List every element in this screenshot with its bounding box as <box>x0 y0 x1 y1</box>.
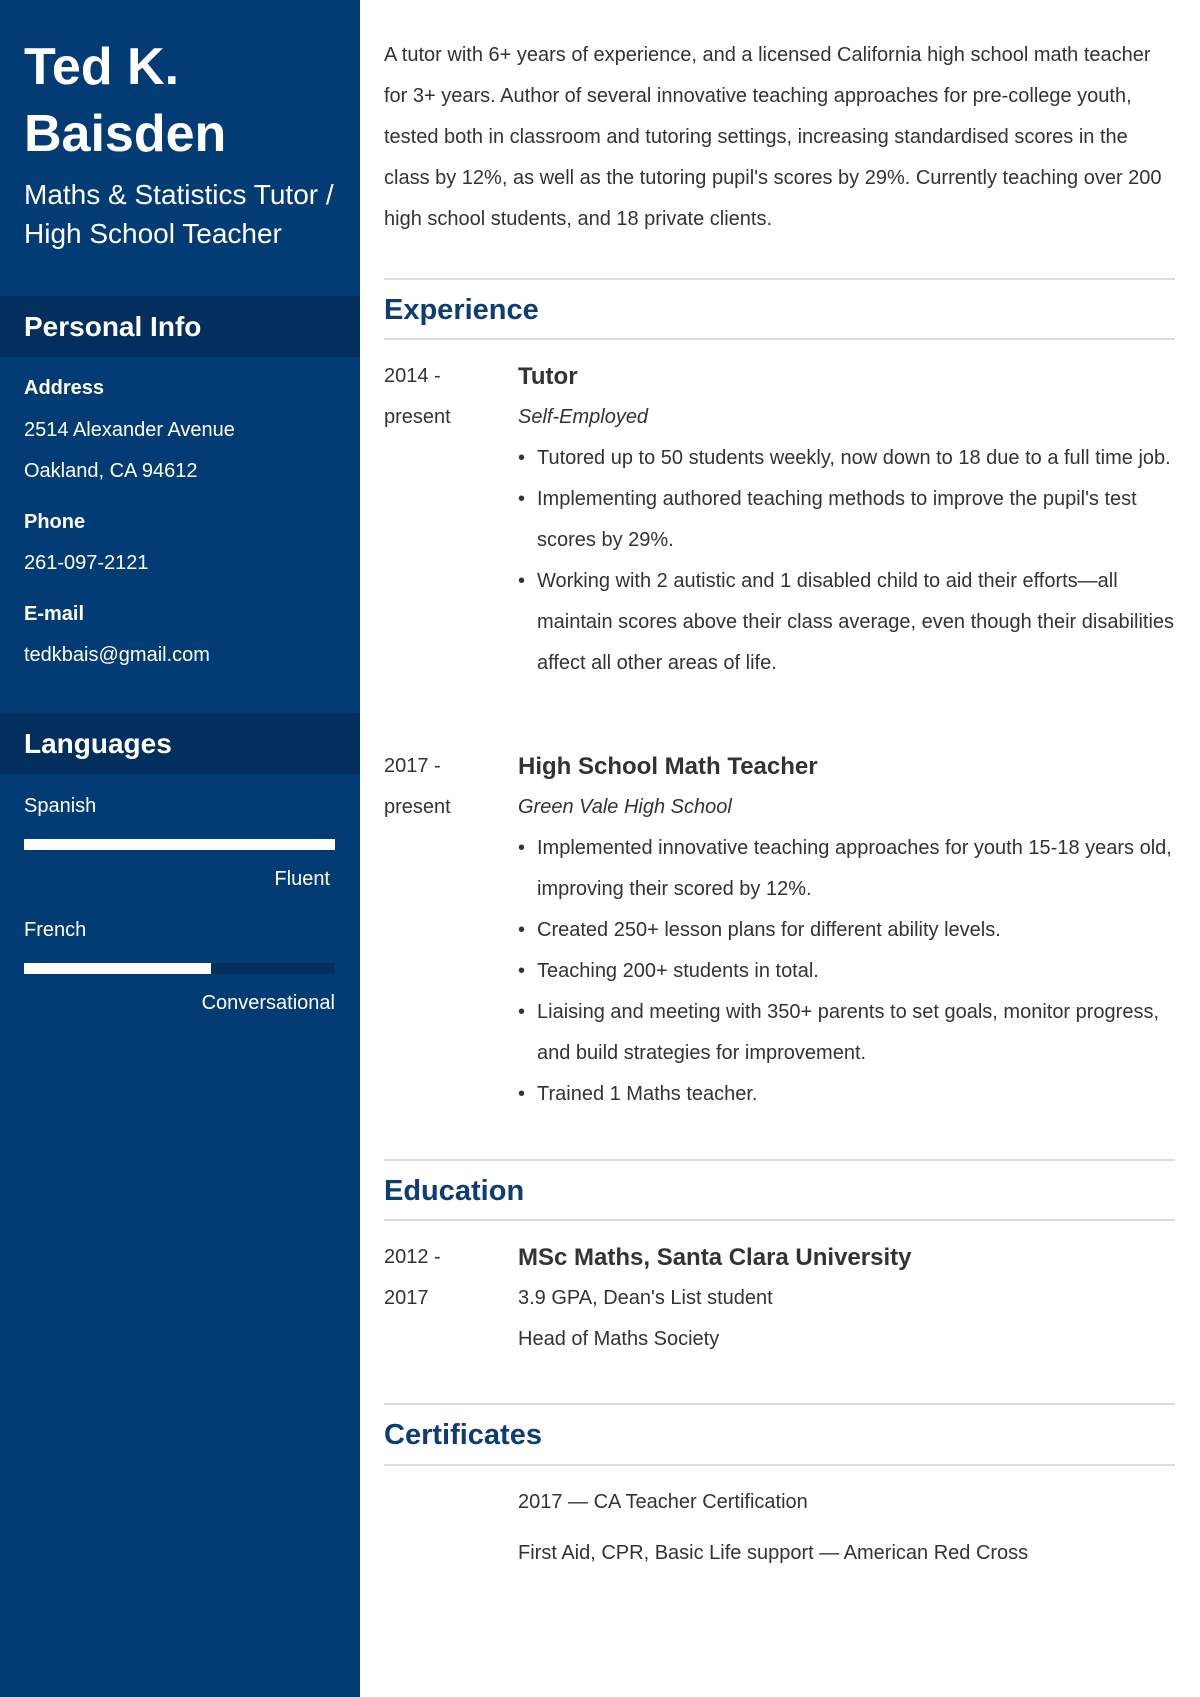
language-level: Fluent <box>274 868 330 890</box>
job-date: 2017 - present <box>384 755 451 818</box>
address-line2: Oakland, CA 94612 <box>24 460 198 482</box>
language-bar-fill <box>24 963 211 974</box>
job-bullet: • Implemented innovative teaching approaches for youth 15-18 years old, improving their scored by 12%. <box>518 828 1175 910</box>
job-bullet: • Trained 1 Maths teacher. <box>518 1074 1175 1115</box>
email-value: tedkbais@gmail.com <box>24 644 210 666</box>
language-bar <box>24 963 335 974</box>
phone-label: Phone <box>24 511 86 533</box>
summary: A tutor with 6+ years of experience, and a licensed California high school math teacher for 3+ years. Author of several innovative teaching approaches for pre-college youth, tested both in classroom and tutoring settings, increasing standardised scores in the class by 12%, as well as the tutoring pupil's scores by 29%. Currently teaching over 200 high school students, and 18 private clients. <box>384 44 1162 230</box>
language-bar-fill <box>24 839 335 850</box>
job-bullet: • Liaising and meeting with 350+ parents to set goals, monitor progress, and build strategies for improvement. <box>518 992 1175 1074</box>
job-bullet: • Working with 2 autistic and 1 disabled child to aid their efforts—all maintain scores above their class average, even though their disabilities affect all other areas of life. <box>518 561 1175 684</box>
education-heading: Education <box>384 1175 525 1207</box>
candidate-title: Maths & Statistics Tutor / High School Teacher <box>24 179 334 249</box>
job-bullet: • Created 250+ lesson plans for different ability levels. <box>518 910 1175 951</box>
certificates-list <box>518 1477 1175 1579</box>
job-bullet: • Implementing authored teaching methods to improve the pupil's test scores by 29%. <box>518 479 1175 561</box>
education-date: 2012 - 2017 <box>384 1246 441 1309</box>
language-name: French <box>24 919 87 941</box>
education-detail: Head of Maths Society <box>518 1328 720 1350</box>
degree: MSc Maths, Santa Clara University <box>518 1244 912 1271</box>
job-title: High School Math Teacher <box>518 753 818 780</box>
address-line1: 2514 Alexander Avenue <box>24 419 235 441</box>
address-label: Address <box>24 377 105 399</box>
languages-heading: Languages <box>0 713 360 774</box>
job-bullet: • Teaching 200+ students in total. <box>518 951 1175 992</box>
language-name: Spanish <box>24 795 97 817</box>
personal-info-heading: Personal Info <box>0 296 360 357</box>
language-level: Conversational <box>201 992 335 1014</box>
job-title: Tutor <box>518 363 578 390</box>
email-label: E-mail <box>24 603 85 625</box>
job-entry <box>518 356 1175 684</box>
education-entry <box>518 1237 1175 1360</box>
education-detail: 3.9 GPA, Dean's List student <box>518 1287 773 1309</box>
job-date: 2014 - present <box>384 365 451 428</box>
candidate-name: Ted K. Baisden <box>24 38 227 163</box>
job-company: Self-Employed <box>518 406 649 428</box>
sidebar <box>0 0 360 1697</box>
job-entry <box>518 746 1175 1115</box>
language-bar <box>24 839 335 850</box>
certificate-item: First Aid, CPR, Basic Life support — American Red Cross <box>518 1542 1029 1564</box>
job-bullet: • Tutored up to 50 students weekly, now down to 18 due to a full time job. <box>518 438 1175 479</box>
certificates-heading: Certificates <box>384 1419 542 1451</box>
phone-value: 261-097-2121 <box>24 552 149 574</box>
job-company: Green Vale High School <box>518 796 732 818</box>
experience-heading: Experience <box>384 294 539 326</box>
certificate-item: 2017 — CA Teacher Certification <box>518 1491 808 1513</box>
